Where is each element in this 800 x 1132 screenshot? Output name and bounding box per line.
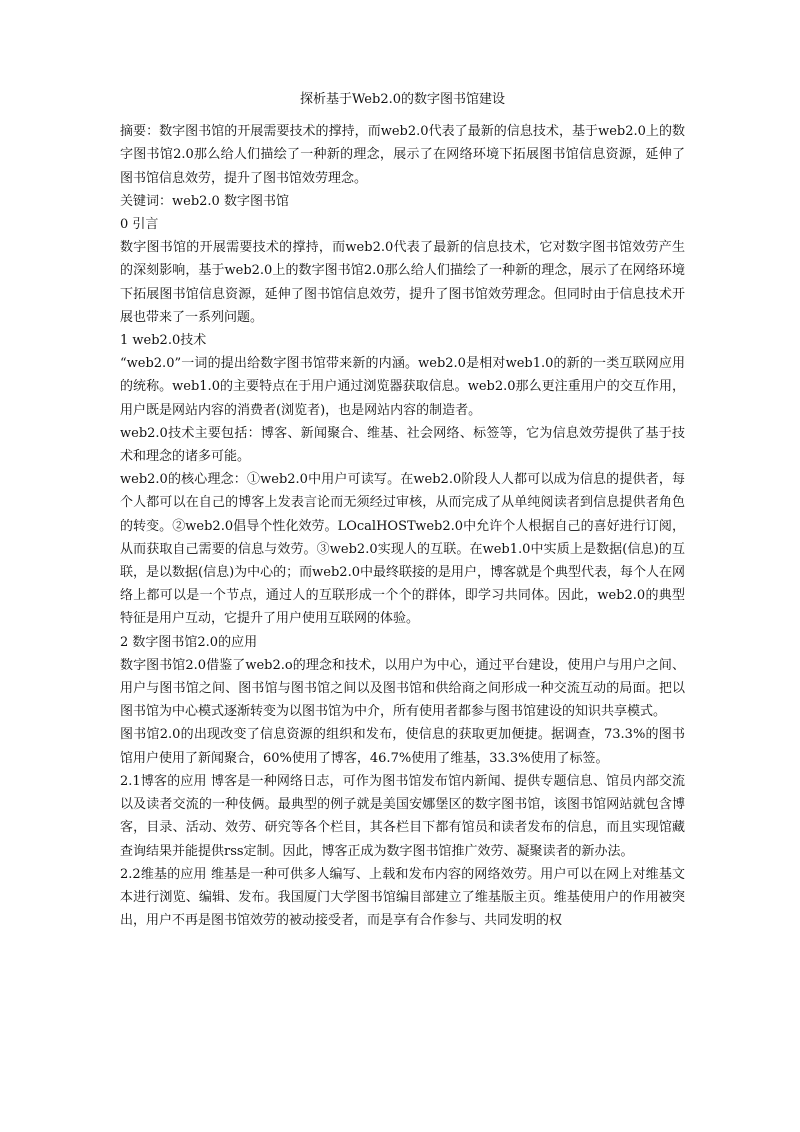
body-paragraph: web2.0的核心理念：①web2.0中用户可读写。在web2.0阶段人人都可以成为信息的提供者，每个人都可以在自己的博客上发表言论而无须经过审核，从而完成了从单纯阅读者到信息提供者角色的转变。②web2.0倡导个性化效劳。LOcalHOSTweb2.0中允许个人根据自己的喜好进行订阅，从而获取自己需要的信息与效劳。③web2.0实现人的互联。在web1.0中实质上是数据(信息)的互联，是以数据(信息)为中心的；而web2.0中最终联接的是用户，博客就是个典型代表，每个人在网络上都可以是一个节点，通过人的互联形成一个个的群体，即学习共同体。因此，web2.0的典型特征是用户互动，它提升了用户使用互联网的体验。 <box>120 472 685 627</box>
document-page <box>120 88 685 932</box>
section-heading-library20: 2 数字图书馆2.0的应用 <box>120 634 258 650</box>
document-title: 探析基于Web2.0的数字图书馆建设 <box>300 92 505 107</box>
body-paragraph: “web2.0”一词的提出给数字图书馆带来新的内涵。web2.0是相对web1.0的新的一类互联网应用的统称。web1.0的主要特点在于用户通过浏览器获取信息。web2.0那么更注重用户的交互作用，用户既是网站内容的消费者(浏览者)，也是网站内容的制造者。 <box>120 356 685 418</box>
section-heading-web20: 1 web2.0技术 <box>120 333 207 349</box>
section-heading-introduction: 0 引言 <box>120 217 159 233</box>
body-paragraph: 图书馆2.0的出现改变了信息资源的组织和发布，使信息的获取更加便捷。据调查，73.3%的图书馆用户使用了新闻聚合，60%使用了博客，46.7%使用了维基，33.3%使用了标签。 <box>120 727 685 766</box>
body-paragraph: 数字图书馆的开展需要技术的撑持，而web2.0代表了最新的信息技术，它对数字图书馆效劳产生的深刻影响，基于web2.0上的数字图书馆2.0那么给人们描绘了一种新的理念，展示了在网络环境下拓展图书馆信息资源，延伸了图书馆信息效劳，提升了图书馆效劳理念。但同时由于信息技术开展也带来了一系列问题。 <box>120 240 685 325</box>
body-paragraph: 数字图书馆2.0借鉴了web2.o的理念和技术，以用户为中心，通过平台建设，使用户与用户之间、用户与图书馆之间、图书馆与图书馆之间以及图书馆和供给商之间形成一种交流互动的局面。把以图书馆为中心模式逐渐转变为以图书馆为中介，所有使用者都参与图书馆建设的知识共享模式。 <box>120 657 685 720</box>
body-paragraph: web2.0技术主要包括：博客、新闻聚合、维基、社会网络、标签等，它为信息效劳提供了基于技术和理念的诸多可能。 <box>120 425 685 465</box>
abstract-paragraph: 摘要：数字图书馆的开展需要技术的撑持，而web2.0代表了最新的信息技术，基于web2.0上的数字图书馆2.0那么给人们描绘了一种新的理念，展示了在网络环境下拓展图书馆信息资源，延伸了图书馆信息效劳，提升了图书馆效劳理念。 <box>120 124 685 186</box>
body-paragraph: 2.2维基的应用 维基是一种可供多人编写、上载和发布内容的网络效劳。用户可以在网上对维基文本进行浏览、编辑、发布。我国厦门大学图书馆编目部建立了维基版主页。维基使用户的作用被突出，用户不再是图书馆效劳的被动接受者，而是享有合作参与、共同发明的权 <box>120 866 685 929</box>
keywords-line: 关键词：web2.0 数字图书馆 <box>120 193 289 209</box>
body-paragraph: 2.1博客的应用 博客是一种网络日志，可作为图书馆发布馆内新闻、提供专题信息、馆员内部交流以及读者交流的一种伎俩。最典型的例子就是美国安娜堡区的数字图书馆，该图书馆网站就包含博客，目录、活动、效劳、研究等各个栏目，其各栏目下都有馆员和读者发布的信息，而且实现馆藏查询结果并能提供rss定制。因此，博客正成为数字图书馆推广效劳、凝聚读者的新办法。 <box>120 773 685 859</box>
